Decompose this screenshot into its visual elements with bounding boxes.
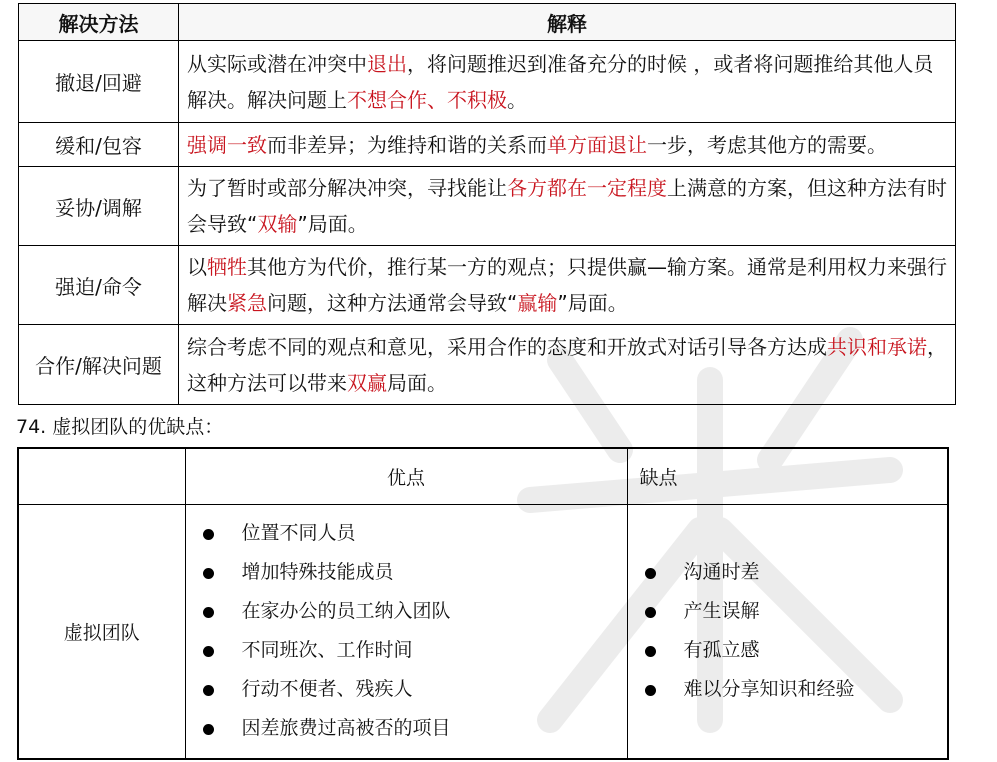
text-segment: 一步，考虑其他方的需要。 — [647, 132, 887, 157]
con-list-item: 产生误解 — [628, 592, 948, 631]
method-cell: 妥协/调解 — [19, 167, 179, 246]
text-segment: 上满意的方案，但这种方法有时会导致“ — [187, 176, 947, 236]
pro-list-item: 在家办公的员工纳入团队 — [186, 592, 627, 631]
highlight-text: 单方面退让 — [547, 132, 647, 157]
text-segment: ，这种方法可以带来 — [187, 334, 947, 395]
highlight-text: 紧急 — [227, 291, 267, 315]
cons-list — [628, 553, 948, 709]
explanation-cell — [179, 167, 956, 246]
text-segment: 而非差异；为维持和谐的关系而 — [267, 132, 547, 157]
method-cell: 强迫/命令 — [19, 246, 179, 325]
table-row — [19, 41, 956, 123]
text-segment: ”局面。 — [297, 212, 368, 236]
explanation-cell — [179, 123, 956, 167]
highlight-text: 牺牲 — [207, 255, 247, 279]
con-list-item: 难以分享知识和经验 — [628, 670, 948, 709]
header-pros: 优点 — [185, 448, 627, 505]
con-list-item: 沟通时差 — [628, 553, 948, 592]
text-segment: 局面。 — [387, 370, 447, 395]
pro-list-item: 行动不便者、残疾人 — [186, 670, 627, 709]
table-header-row — [18, 448, 948, 505]
table-header-row — [19, 4, 956, 41]
highlight-text: 赢输 — [517, 291, 558, 315]
pro-list-item: 不同班次、工作时间 — [186, 631, 627, 670]
table-row — [19, 123, 956, 167]
text-segment: 从实际或潜在冲突中 — [187, 51, 367, 76]
row-label-virtual-team: 虚拟团队 — [18, 505, 185, 759]
section-heading: 74. 虚拟团队的优缺点： — [16, 416, 224, 438]
conflict-resolution-table — [18, 3, 956, 405]
header-blank-cell — [18, 448, 185, 505]
explanation-cell — [179, 325, 956, 405]
text-segment: 其他方为代价，推行某一方的观点；只提供赢—输方案。通常是利用权力来强行解决 — [187, 255, 947, 315]
pros-cell — [185, 505, 627, 759]
explanation-cell — [179, 246, 956, 325]
explanation-cell — [179, 41, 956, 123]
text-segment: 问题，这种方法通常会导致“ — [267, 291, 518, 315]
pro-list-item: 增加特殊技能成员 — [186, 553, 627, 592]
virtual-team-table — [17, 447, 949, 760]
text-segment: 综合考虑不同的观点和意见，采用合作的态度和开放式对话引导各方达成 — [187, 334, 827, 359]
pro-list-item: 位置不同人员 — [186, 514, 627, 553]
text-segment: 。 — [507, 87, 527, 112]
text-segment: ，将问题推迟到准备充分的时候 ，或者将问题推给其他人员解决。解决问题上 — [187, 51, 934, 112]
highlight-text: 强调一致 — [187, 132, 267, 157]
text-segment: 为了暂时或部分解决冲突，寻找能让 — [187, 176, 507, 200]
method-cell: 合作/解决问题 — [19, 325, 179, 405]
cons-cell — [627, 505, 948, 759]
highlight-text: 双赢 — [347, 370, 387, 395]
header-explanation: 解释 — [179, 4, 956, 41]
highlight-text: 退出 — [367, 51, 407, 76]
con-list-item: 有孤立感 — [628, 631, 948, 670]
text-segment: ”局面。 — [557, 291, 628, 315]
header-cons: 缺点 — [627, 448, 948, 505]
table-row — [19, 246, 956, 325]
pro-list-item: 因差旅费过高被否的项目 — [186, 709, 627, 748]
highlight-text: 不想合作、不积极 — [347, 87, 507, 112]
highlight-text: 共识和承诺 — [827, 334, 927, 359]
table-row — [19, 167, 956, 246]
pros-list — [186, 514, 627, 748]
virtual-team-row — [18, 505, 948, 759]
highlight-text: 各方都在一定程度 — [507, 176, 667, 200]
header-method: 解决方法 — [19, 4, 179, 41]
text-segment: 以 — [187, 255, 207, 279]
method-cell: 撤退/回避 — [19, 41, 179, 123]
table-row — [19, 325, 956, 405]
method-cell: 缓和/包容 — [19, 123, 179, 167]
highlight-text: 双输 — [257, 212, 298, 236]
